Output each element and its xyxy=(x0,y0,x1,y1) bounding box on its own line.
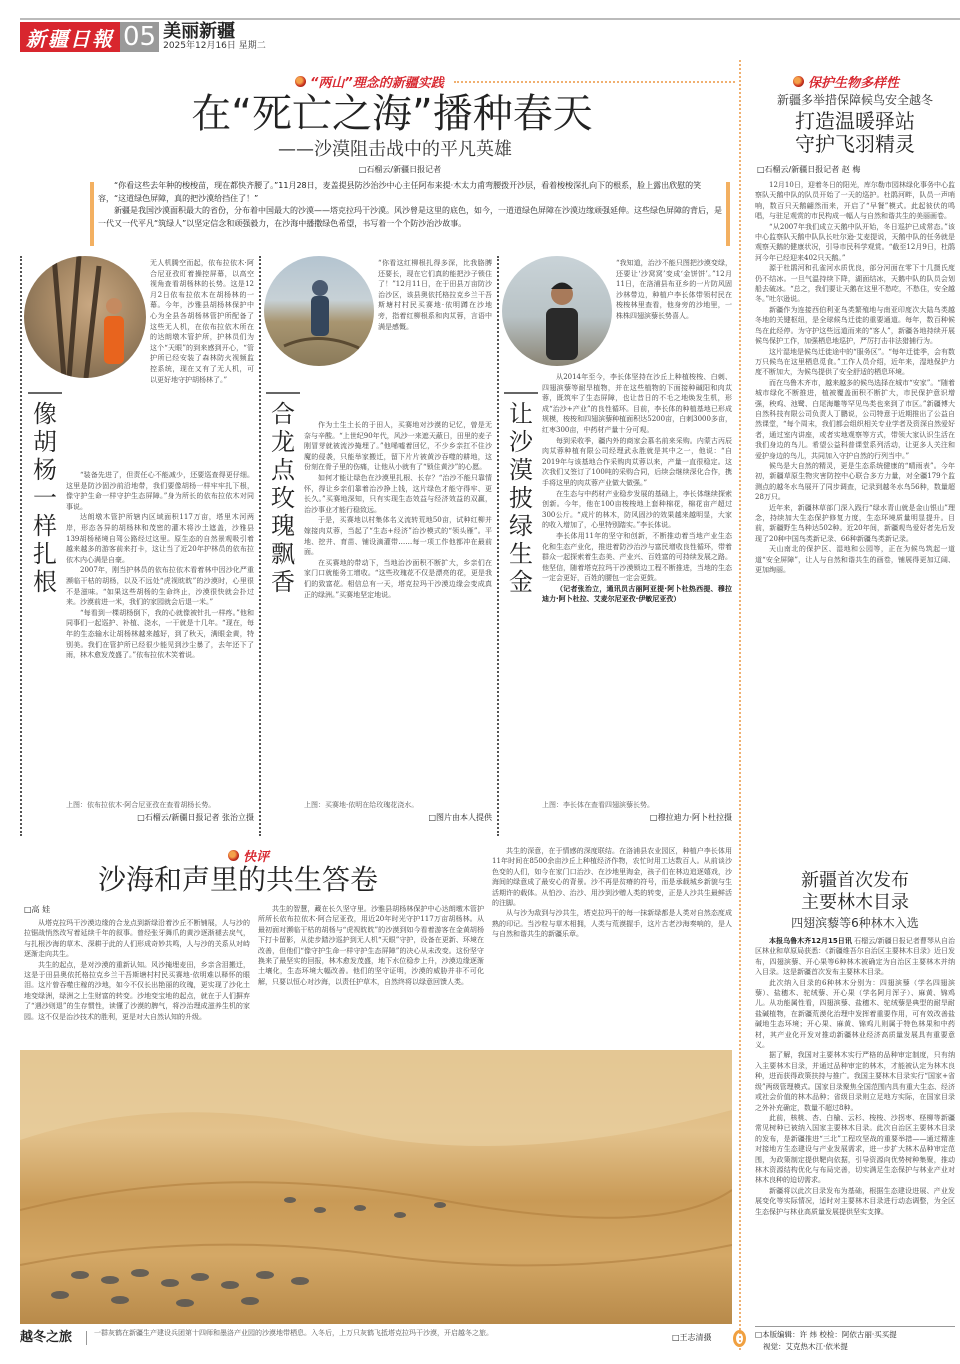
main-headline: 在“死亡之海”播种春天 xyxy=(191,91,593,137)
cranes-photo xyxy=(20,1050,732,1324)
ranger-illustration xyxy=(24,256,146,378)
kicker-bullet-icon xyxy=(793,76,804,87)
column2-paragraph: 作为土生土长的于田人，买赛地对沙漠的记忆，曾是无奈与辛酸。“上世纪90年代，风沙一来遮天蔽日，田里的麦子刚冒芽就被流沙掩埋了。”他唏嘘着回忆，不少乡亲扛不住沙魔的侵袭，只能举家搬迁，留下片片被黄沙吞噬的耕地，这份刻在骨子里的伤痛，让他从小就有了“锁住黄沙”的心愿。 xyxy=(304,421,492,472)
column3-caption: 上图：李长体在查看四翅滨藜长势。 xyxy=(542,801,654,809)
desert-cranes-illustration xyxy=(20,1050,732,1324)
column2-paragraph: 如何才能让绿色在沙漠里扎根、长存？“治沙不能只靠情怀，得让乡亲们靠着治沙挣上钱，这片绿色才能守得牢、更长久。”买赛地深知，只有实现生态效益与经济效益的双赢，治沙事业才能行稳致远。 xyxy=(304,473,492,514)
column3-reporters: （记者张治立，通讯员古丽阿亚提·阿卜杜热西提、穆拉迪力·阿卜杜拉、艾麦尔尼亚孜·伊敏尼亚孜） xyxy=(542,584,732,604)
main-kicker-text: “两山”理念的新疆实践 xyxy=(310,76,444,91)
commentary-paragraph: 共生的起点，是对沙漠的重新认知。风沙掩埋麦田，乡亲含泪搬迁，这是于田县奥依托格拉克乡兰干吾斯塘村村民买赛地·依明难以释怀的眼泪。这片曾吞噬庄稼的沙地，如今不仅长出艳丽的玫瑰，更实现了沙化土地变绿洲，绿洲之上生财富的转变。沙地变宝地的起点，就在于人们摒弃了“遇沙则退”的生存惯性，读懂了沙漠的脾气，将沙治理成滋养生机的家园。这不仅是治沙技术的胜利，更是对大自然认知的升级。 xyxy=(24,960,250,1021)
kicker-bullet-icon xyxy=(295,76,306,87)
column3-vertical-title: 让沙漠披绿生金 xyxy=(509,400,533,596)
column3-paragraph: 李长体用11年的坚守和创新，不断推动着当地产业生态化和生态产业化，推进着防沙治沙与富民增收良性循环，带着群众一起探索着生态美、产业兴、百姓富的可持续发展之路。他坚信，随着塔克拉玛干沙漠锁边工程不断推进，当地的生态一定会更好，百姓的腰包一定会更鼓。 xyxy=(542,531,732,583)
masthead xyxy=(20,22,266,52)
commentary-paragraph: 共生的深意，在于情感的深度联结。在洛浦县农业园区，种植户李长体用11年时间在8500余亩沙丘上种植经济作物，农忙时用工达数百人。从前谈沙色变的人们，如今在家门口治沙、在沙地里淘金，孩子们在林边追逐嬉戏，沙海间的绿意成了最安心的背景。沙不再是贫瘠的符号，而是承载城乡新貌与生活期许的载体。从怕沙、治沙、用沙到沙赠人类的转变，正是人沙共生最鲜活的注脚。 xyxy=(492,847,732,908)
sidebar1-paragraph: 源于杜鹃河和孔雀河水质优良，部分河面在零下十几摄氏度仍不结冰。一旦气温持续下降，湖面结冰，天鹅中队的队员会划船去破冰。“总之，我们要让天鹅在这里不愁吃，不愁住，安全越冬。”吐尔逊说。 xyxy=(755,264,955,304)
column3-intro: “我知道，治沙不能只图把沙漠变绿，还要让‘沙窝窝’变成‘金饼饼’。”12月11日，在洛浦县布亚乡的一片防风固沙林带边，种植户李长体带领村民在梭梭林里查看，他身旁的沙地里，一株株四翅滨藜长势喜人。 xyxy=(616,259,732,320)
main-byline: □石榴云/新疆日报记者 xyxy=(358,165,442,174)
column1-paragraph: 2007年，刚当护林员的依布拉依木看着林中因沙化严重濒临干枯的胡杨，以及不远处“虎视眈眈”的沙漠时，心里很不是滋味。“如果这些胡杨的生命终止，沙漠很快就会扑过来。沙漠前进一米，我们的家园就会后退一米。” xyxy=(66,566,254,607)
sidebar1-paragraph: 而在乌鲁木齐市，越来越多的候鸟选择在城市“安家”。“随着城市绿化不断推进，植被覆盖面积不断扩大，市民保护意识增强，秧鸡、池鹭、白尾海雕等罕见鸟类也来到了市区。”新疆博大自然科技有限公司负责人丁鹏说，公司特意于近期推出了公益自然课堂，“每个周末，我们都会组织相关专业学者及资深自然爱好者，通过室内讲座，或者实地观察等方式，带领大家认识生活在我们身边的鸟儿。希望公益科普课堂系列活动，让更多人关注和爱护身边的鸟儿，共同加入守护自然的行列当中。” xyxy=(755,378,955,460)
lead-paragraph: “你看这些去年种的梭梭苗，现在都快齐腰了。”11月28日，麦盖提县防沙治沙中心主任阿布来提·木太力甫弯腰拨开沙层，看着梭梭深扎向下的根系，脸上露出欣慰的笑容，“这道绿色屏障，真的把沙漠给挡住了！” xyxy=(98,181,702,203)
column2-vertical-title: 合龙点玫瑰飘香 xyxy=(271,400,295,596)
lead-bar-right xyxy=(726,182,730,246)
sidebar2-body xyxy=(755,936,955,1217)
column3-paragraph: 每到采收季，疆内外的商家会慕名前来采购。内蒙古丙辰肉苁蓉种植有限公司经理武永胜就是其中之一，他说：“自2019年与该基地合作采购肉苁蓉以来，产量一直很稳定。这次我们又签订了100吨的采购合同，后续会继续深化合作，携手将这里的肉苁蓉产业做大做强。” xyxy=(542,436,732,487)
sidebar2-title-line2: 主要林木目录 xyxy=(801,892,909,913)
sidebar2-paragraph: 新疆将以此次目录发布为基础，根据生态建设进展、产业发展变化等实际情况，适时对主要林木目录进行动态调整，为全区生态保护与林业高质量发展提供坚实支撑。 xyxy=(755,1186,955,1216)
column3-paragraph: 从2014年至今，李长体坚持在沙丘上种植梭梭、白刺、四翅滨藜等耐旱植物，并在这些植物的下面接种碱阳和肉苁蓉，既筑牢了生态屏障，也让昔日的不毛之地焕发生机，形成“治沙+产业”的良性循环。目前，李长体的种植基地已形成规模，梭梭和四翅滨藜种植面积达5200亩，白刺3000多亩，红枣300亩，中药材产量十分可观。 xyxy=(542,373,732,434)
photo-farmer xyxy=(264,256,374,366)
commentary-kicker-text: 快评 xyxy=(243,850,270,865)
page-number: 05 xyxy=(120,22,159,52)
lead-paragraph: 新疆是我国沙漠面积最大的省份，分布着中国最大的沙漠——塔克拉玛干沙漠。风沙曾是这里的底色，如今，一道道绿色屏障在沙漠边缘顽强延伸。这些绿色屏障的背后，是一代又一代平凡“筑绿人”以坚定信念和顽强毅力，在沙海中播撒绿色希望，书写着一个个防沙治沙故事。 xyxy=(98,206,722,228)
sidebar2-paragraph: 此前，核桃、杏、白榆、云杉、梭梭、沙拐枣、柽柳等新疆常见树种已被纳入国家主要林木目录。此次自治区主要林木目录的发布，是新疆推进“三北”工程攻坚战的重要举措——通过精准对接地方生态建设与产业发展需求，进一步扩大林木品种审定范围，为政策制定提供靶向依据，引导资源向优势树种集聚，推动林木资源结构优化与布局完善，切实满足生态保护与林业产业对林木良种的迫切需求。 xyxy=(755,1113,955,1185)
column2-credit: □图片由本人提供 xyxy=(428,813,492,822)
newspaper-logo: 新疆日報 xyxy=(20,22,120,52)
column2-intro: “你看这红柳根扎得多深，比我胳膊还要长，现在它们真的能把沙子锁住了！”12月11日，在于田县万亩防沙治沙区，该县奥依托格拉克乡兰干吾斯塘村村民买赛地·依明蹲在沙地旁，指着红柳根系和肉苁蓉，言语中满是感慨。 xyxy=(378,259,492,331)
farmer-illustration xyxy=(264,256,374,366)
commentary-column-1 xyxy=(24,918,250,1022)
kicker-bullet-icon xyxy=(228,850,239,861)
column1-credit: □石榴云/新疆日报记者 张治立摄 xyxy=(137,813,254,822)
main-kicker xyxy=(295,72,735,91)
commentary-column-2 xyxy=(258,904,484,987)
section-block xyxy=(163,22,266,52)
issue-date: 2025年12月16日 星期二 xyxy=(163,40,266,51)
column-divider xyxy=(497,256,499,836)
commentary-column-3 xyxy=(492,846,732,940)
lead-bar-left xyxy=(90,182,94,246)
column1-body xyxy=(66,470,254,661)
footer-editor: □本版编辑：许 炜 校检：阿依古丽·买买提 xyxy=(755,1330,897,1339)
sidebar2-dateline: 本报乌鲁木齐12月15日讯 xyxy=(769,937,852,945)
sidebar1-paragraph: 天山南北的保护区、湿地和公园等，正在为候鸟筑起一道道“安全屏障”，让人与自然和谐共生的画卷，铺展得更加辽阔、更加绚丽。 xyxy=(755,545,955,575)
title-rule xyxy=(28,392,62,394)
column2-caption: 上图：买赛地·依明在给玫瑰花浇水。 xyxy=(304,801,419,809)
commentary-paragraph: 从与沙为敌到与沙共生，塔克拉玛干的每一抹新绿都是人类对自然态度成熟的印记。当沙粒与草木相拥，人类与荒漠握手，这片古老沙海奏响的，是人与自然和谐共生的新疆乐章。 xyxy=(492,909,732,939)
column3-credit: □穆拉迪力·阿卜杜拉摄 xyxy=(649,813,732,822)
column3-body xyxy=(542,372,732,605)
sidebar1-paragraph: 近年来，新疆林草部门深入践行“绿水青山就是金山银山”理念，持续加大生态保护修复力度，生态环境质量明显提升。目前，新疆野生鸟种达502种。近20年间，新疆观鸟爱好者先后发现了20种中国鸟类新记录、66种新疆鸟类新记录。 xyxy=(755,503,955,543)
sidebar1-paragraph: 这片湿地是候鸟迁徙途中的“服务区”。“每年迁徙季，会有数万只候鸟在这里栖息觅食。”工作人员介绍，近年来，湿地保护力度不断加大，为候鸟提供了安全舒适的栖息环境。 xyxy=(755,347,955,377)
column-divider xyxy=(739,60,741,1350)
footer-rule xyxy=(755,1326,955,1327)
kicker-dotted-rule xyxy=(454,81,735,83)
sidebar1-paragraph: 12月10日，迎着冬日的阳光，库尔勒市园林绿化事务中心监察队天鹅中队的队员开始了一天的巡护。杜鹃河畔，队员一声哨响，数百只天鹅翩然而来，开启了“早餐”模式。此起彼伏的鸣唱，与驻足观赏的市民构成一幅人与自然和谐共生的美丽画卷。 xyxy=(755,181,955,221)
commentary-paragraph: 共生的智慧，藏在长久坚守里。沙雅县胡杨林保护中心达朗墩木管护所所长依布拉依木·阿合尼亚孜，用近20年时光守护117万亩胡杨林。从最初面对濒临干枯的胡杨与“虎视眈眈”的沙漠到如今看着游客在金黄胡杨下打卡留影，从徒步踏沙巡护到无人机“天眼”守护，设备在更新、环境在改善，但他们“像守护生命一样守护生态屏障”的决心从未改变。这份坚守换来了最坚实的回报，林木愈发茂盛，地下水位稳步上升，沙漠边缘逐渐土壤化，生态环境大幅改善。他们的坚守证明，沙漠的威胁并非不可化解，只要以恒心对沙海，以责任护草木，自然终将以绿意回馈人类。 xyxy=(258,905,484,986)
column1-intro: 无人机腾空而起，依布拉依木·阿合尼亚孜盯着操控屏幕，以高空视角查看胡杨林的长势。这是12月2日依布拉依木在胡杨林的一幕。今年，沙雅县胡杨林保护中心为全县各胡杨林管护所配备了这些无人机，在依布拉依木所在的达朗墩木管护所，护林员们为这个“天眼”的到来感到开心，“管护所已经安装了森林防火视频监控系统，现在又有了无人机，可以更好地守护胡杨林了。” xyxy=(150,259,254,384)
photo-forest-ranger xyxy=(24,256,146,378)
column1-paragraph: “装备先进了，但责任心不能减少，还要巡查得更仔细。这里是防沙固沙前沿地带，我们要像胡杨一样牢牢扎下根，像守护生命一样守护生态屏障。”身为所长的依布拉依木对同事说。 xyxy=(66,471,254,511)
sidebar1-body xyxy=(755,180,955,575)
sidebar1-overline: 新疆多举措保障候鸟安全越冬 xyxy=(776,93,933,107)
sidebar1-title-line2: 守护飞羽精灵 xyxy=(795,132,915,156)
section-name: 美丽新疆 xyxy=(163,20,236,42)
sidebar2-paragraph: 此次纳入目录的6种林木分别为：四翅滨藜（学名四翅滨藜）、盐穗木、驼绒藜、开心果（学名阿月浑子）、麻黄、锦鸡儿。从功能属性看，四翅滨藜、盐穗木、驼绒藜是典型的耐旱耐盐碱植物，在新疆荒漠化治理中发挥着重要作用，可有效改善盐碱地生态环境；开心果、麻黄、锦鸡儿则属于特色林果和中药材，其产业化开发对推动新疆林业经济高质量发展具有重要意义。 xyxy=(755,978,955,1050)
sidebar1-kicker xyxy=(793,72,899,91)
title-rule xyxy=(504,392,538,394)
sidebar2-paragraph: 据了解，我国对主要林木实行严格的品种审定制度，只有纳入主要林木目录，并通过品种审定的林木，才能被认定为林木良种，进而获得政策扶持与推广。我国主要林木目录实行“国家+省级”两级管理模式。国家目录聚焦全国范围内具有重大生态、经济或社会价值的林木品种；省级目录则立足地方实际，在国家目录之外补充确定，数量不超过8种。 xyxy=(755,1051,955,1112)
column-divider xyxy=(20,256,22,836)
sidebar1-paragraph: “从2007年我们成立天鹅中队开始，冬日巡护已成常态。”该中心监察队天鹅中队队长吐尔逊·艾麦提说，天鹅中队的任务就是观察天鹅的健康状况，引导市民科学观赏。“截至12月9日，杜鹃河今年已经迎来402只天鹅。” xyxy=(755,222,955,262)
sidebar1-paragraph: 新疆作为连接西伯利亚鸟类繁殖地与南亚印度次大陆鸟类越冬地的关键枢纽，是全球候鸟迁徙的重要通道。每年，数百种候鸟在此经停。为守护这些远道而来的“客人”，新疆各地持续开展候鸟保护工作，加强栖息地巡护，严厉打击非法猎捕行为。 xyxy=(755,305,955,346)
column1-paragraph: 达朗墩木管护所辖内区域面积117万亩，塔里木河两岸，形态各异的胡杨林和茂密的灌木将沙土遮盖，沙雅县139胡杨秘境自驾公路经过这里。原生态的自然景观吸引着越来越多的游客前来打卡，这让当了近20年护林员的依布拉依木内心满是自豪。 xyxy=(66,513,254,564)
commentary-byline: □高 娃 xyxy=(24,905,51,914)
column2-paragraph: 在买赛地的带动下，当地治沙面积不断扩大，乡亲们在家门口就能务工增收。“这些玫瑰花不仅是漂亮的花，更是我们的致富花。相信总有一天，塔克拉玛干沙漠边缘会变成真正的绿洲。”买赛地坚定地说。 xyxy=(304,558,492,599)
commentary-paragraph: 从塔克拉玛干沙漠边缘的合龙点到新绿沿着沙丘不断铺展，人与沙的拉锯战悄然改写着延续千年的叙事。曾经张牙舞爪的黄沙逐渐褪去戾气，与扎根沙海的草木、深耕于此的人们形成奇妙共鸣，人与沙的关系从对峙逐渐走向共生。 xyxy=(24,919,250,959)
sidebar2-title-line1: 新疆首次发布 xyxy=(801,870,909,891)
sidebar2-paragraph: 石榴云/新疆日报记者曹琴从自治区林业和草原局获悉：《新疆维吾尔自治区主要林木目录》近日发布，四翅滨藜、开心果等6种林木被确定为自治区主要林木并纳入目录。这是新疆首次发布主要林木目录。 xyxy=(755,937,955,977)
main-subtitle: ——沙漠阻击战中的平凡英雄 xyxy=(278,139,512,160)
photo-planter xyxy=(502,256,612,366)
sidebar1-title-line1: 打造温暖驿站 xyxy=(795,109,915,133)
column1-caption: 上图：依布拉依木·阿合尼亚孜在查看胡杨长势。 xyxy=(66,801,216,809)
column2-body xyxy=(304,420,492,600)
column1-paragraph: “每看到一棵胡杨倒下，我的心就像被针扎一样疼。”他和同事们一起巡护、补植、浇水，一干就是十几年。“现在，每年的生态输水让胡杨林越来越好，到了秋天，满眼金黄，特别美。我们在管护所已经很少能见到沙尘暴了，去年还下了雨，林木愈发茂盛了。”依布拉依木笑着说。 xyxy=(66,608,254,660)
column-divider xyxy=(259,256,261,836)
sidebar1-kicker-text: 保护生物多样性 xyxy=(808,76,900,91)
photo-label: 越冬之旅 xyxy=(20,1330,73,1345)
title-rule xyxy=(266,392,300,394)
planter-illustration xyxy=(502,256,612,366)
sidebar1-paragraph: 候鸟是大自然的精灵，更是生态系统健康的“晴雨表”。今年初，新疆草原生物灾害防控中心联合多方力量，对全疆179个监测点的越冬水鸟展开了同步调查，记录到越冬水鸟56种，数量超28万只。 xyxy=(755,461,955,502)
photo-credit: □王志清摄 xyxy=(672,1333,712,1342)
header-rule xyxy=(20,18,960,20)
label-divider xyxy=(86,1331,87,1345)
column2-paragraph: 于是，买赛地以村集体名义流转荒地50亩，试种红柳并嫁接肉苁蓉，当起了“生态+经济”治沙模式的“领头雁”。平地、挖井、育苗、铺设滴灌带……每一项工作他都冲在最前面。 xyxy=(304,516,492,557)
column3-paragraph: 在生态与中药材产业稳步发展的基础上，李长体继续探索创新。今年，他在100亩梭梭地上套种棉花，棉花亩产超过300公斤。“成片的林木，防风固沙的效果越来越明显，大家的收入增加了，心里特别踏实。”李长体说。 xyxy=(542,489,732,530)
sidebar1-byline: □石榴云/新疆日报记者 赵 梅 xyxy=(757,165,861,174)
column1-vertical-title: 像胡杨一样扎根 xyxy=(33,400,57,596)
footer-visual: 视觉：艾克热木江·依米提 xyxy=(763,1342,848,1351)
lead-box xyxy=(98,180,722,230)
commentary-headline: 沙海和声里的共生答卷 xyxy=(98,863,379,896)
decorative-ring-icon xyxy=(733,1330,746,1347)
sidebar2-subtitle: 四翅滨藜等6种林木入选 xyxy=(791,916,919,930)
photo-caption: 一群灰鹤在新疆生产建设兵团第十四师和墨洛产业园的沙漠地带栖息。入冬后，上万只灰鹤飞抵塔克拉玛干沙漠，开启越冬之旅。 xyxy=(94,1329,493,1337)
